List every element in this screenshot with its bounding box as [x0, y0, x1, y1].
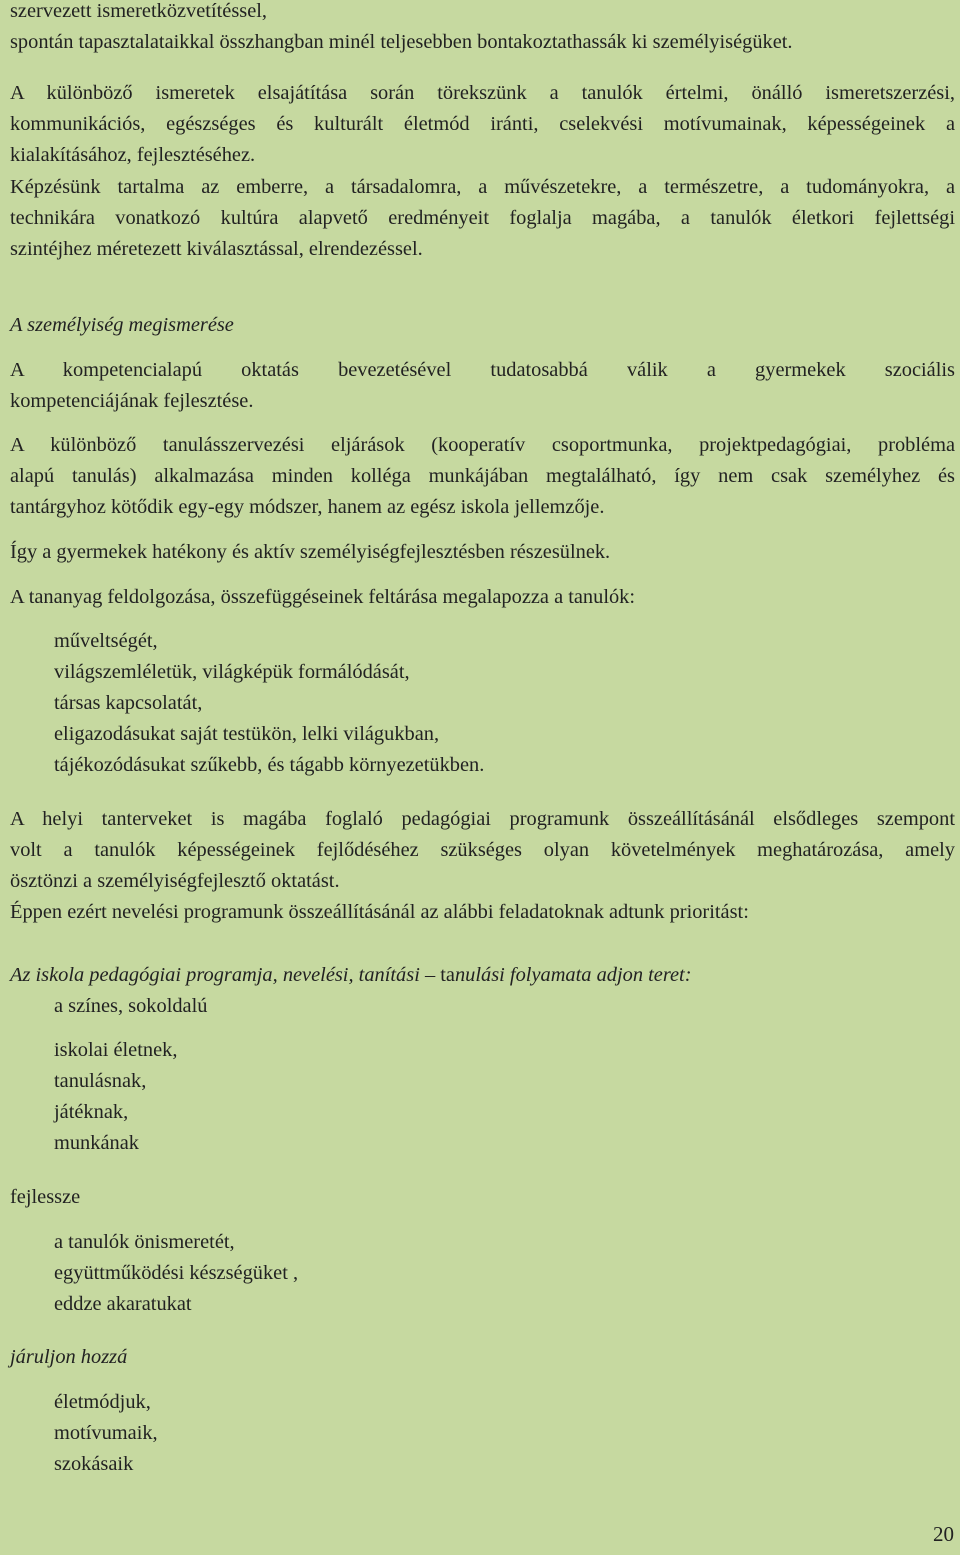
list-item: szokásaik: [54, 1453, 134, 1475]
text-line: spontán tapasztalataikkal összhangban minél teljesebben bontakoztathassák ki személyiségüket.: [10, 31, 793, 53]
task-intro: [10, 960, 955, 991]
text-line: szintéjhez méretezett kiválasztással, elrendezéssel.: [10, 238, 423, 260]
list-item: műveltségét,: [54, 630, 158, 652]
text-line: ösztönzi a személyiségfejlesztő oktatást.: [10, 870, 340, 892]
text-line: technikára vonatkozó kultúra alapvető eredményeit foglalja magába, a tanulók életkori fejlettségi: [10, 207, 955, 229]
text-line: kialakításához, fejlesztéséhez.: [10, 144, 256, 166]
task-intro-part-b: ta: [440, 964, 455, 986]
list-item: iskolai életnek,: [54, 1039, 178, 1061]
text-line: A kompetencialapú oktatás bevezetésével tudatosabbá válik a gyermekek szociális: [10, 359, 955, 381]
text-line: alapú tanulás) alkalmazása minden kolléga munkájában megtalálható, így nem csak személyhez és: [10, 465, 955, 487]
list-item: tanulásnak,: [54, 1070, 147, 1092]
list-item: eddze akaratukat: [54, 1293, 192, 1315]
list-item: együttműködési készségüket ,: [54, 1262, 299, 1284]
paragraph-7: [10, 804, 955, 897]
list-item: a tanulók önismeretét,: [54, 1231, 235, 1253]
task-intro-dash: –: [419, 964, 441, 986]
paragraph-5: Így a gyermekek hatékony és aktív személyiségfejlesztésben részesülnek.: [10, 541, 611, 563]
list-item: tájékozódásukat szűkebb, és tágabb környezetükben.: [54, 754, 485, 776]
paragraph-6: A tananyag feldolgozása, összefüggéseinek feltárása megalapozza a tanulók:: [10, 586, 636, 608]
list-4: [54, 1387, 934, 1480]
paragraph-8: Éppen ezért nevelési programunk összeállításánál az alábbi feladatoknak adtunk prioritást:: [10, 901, 749, 923]
task-sub: a színes, sokoldalú: [54, 995, 208, 1017]
list-1: [54, 626, 934, 781]
paragraph-1: [10, 78, 955, 171]
text-line: tantárgyhoz kötődik egy-egy módszer, hanem az egész iskola jellemzője.: [10, 496, 605, 518]
page-number: 20: [933, 1522, 954, 1546]
paragraph-2: [10, 172, 955, 265]
text-line: szervezett ismeretközvetítéssel,: [10, 0, 268, 22]
list-item: munkának: [54, 1132, 139, 1154]
list-item: világszemléletük, világképük formálódását,: [54, 661, 410, 683]
text-line: A különböző tanulásszervezési eljárások (kooperatív csoportmunka, projektpedagógiai, probléma: [10, 434, 955, 456]
text-line: kompetenciájának fejlesztése.: [10, 390, 254, 412]
label-fejlessze: fejlessze: [10, 1186, 81, 1208]
list-item: motívumaik,: [54, 1422, 158, 1444]
text-line: volt a tanulók képességeinek fejlődéséhez szükséges olyan követelmények meghatározása, amely: [10, 839, 955, 861]
text-line: A helyi tanterveket is magába foglaló pedagógiai programunk összeállításánál elsődleges szempont: [10, 808, 955, 830]
text-line: Képzésünk tartalma az emberre, a társadalomra, a művészetekre, a természetre, a tudományokra, a: [10, 176, 955, 198]
list-item: életmódjuk,: [54, 1391, 151, 1413]
task-intro-part-c: nulási folyamata adjon teret:: [454, 964, 692, 986]
list-item: játéknak,: [54, 1101, 129, 1123]
list-item: társas kapcsolatát,: [54, 692, 203, 714]
paragraph-4: [10, 430, 955, 523]
label-jaruljon: járuljon hozzá: [10, 1346, 128, 1368]
section-heading: A személyiség megismerése: [10, 314, 234, 336]
task-intro-part-a: Az iskola pedagógiai programja, nevelési, tanítási: [10, 964, 420, 986]
text-line: A különböző ismeretek elsajátítása során törekszünk a tanulók értelmi, önálló ismeretszerzési,: [10, 82, 955, 104]
paragraph-3: [10, 355, 955, 417]
text-line: kommunikációs, egészséges és kulturált életmód iránti, cselekvési motívumainak, képességeinek a: [10, 113, 955, 135]
list-item: eligazodásukat saját testükön, lelki világukban,: [54, 723, 440, 745]
top-lines: [10, 0, 955, 58]
list-2: [54, 1035, 934, 1159]
list-3: [54, 1227, 934, 1320]
